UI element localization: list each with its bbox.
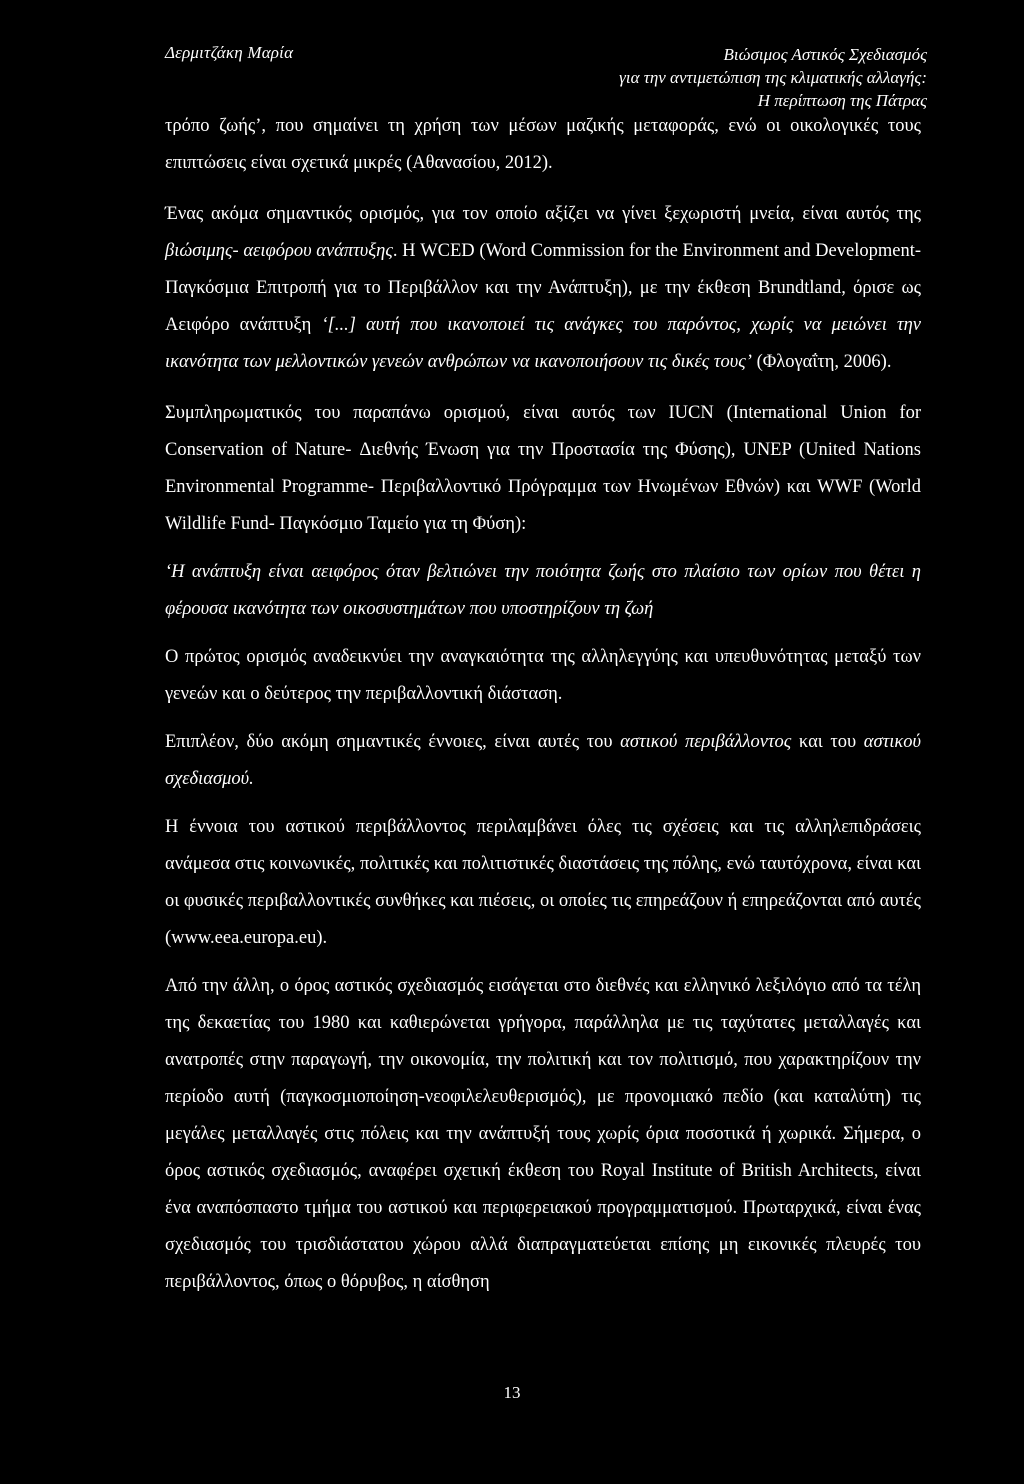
p6-term-urban-design: αστικού σχεδιασμού.	[165, 732, 921, 789]
header-author: Δερμιτζάκη Μαρία	[165, 43, 294, 62]
paragraph-iucn-unep-wwf: Συμπληρωματικός του παραπάνω ορισμού, είναι αυτός των IUCN (International Union for Conservation of Nature- Διεθνής Ένωση για την Προστασία της Φύσης), UNEP (United Nations Environmental Programme- Περιβαλλοντικό Πρόγραμμα των Ηνωμένων Εθνών) και WWF (World Wildlife Fund- Παγκόσμιο Ταμείο για τη Φύση):	[165, 403, 921, 534]
page-number: 13	[503, 1383, 521, 1402]
paragraph-lifestyle: τρόπο ζωής’, που σημαίνει τη χρήση των μέσων μαζικής μεταφοράς, ενώ οι οικολογικές τους επιπτώσεις είναι σχετικά μικρές (Αθανασίου, 2012).	[165, 116, 921, 173]
paragraph-first-definition: Ο πρώτος ορισμός αναδεικνύει την αναγκαιότητα της αλληλεγγύης και υπευθυνότητας μεταξύ των γενεών και ο δεύτερος την περιβαλλοντική διάσταση.	[165, 647, 921, 704]
header-title-line-2: για την αντιμετώπιση της κλιματικής αλλαγής:	[619, 68, 927, 87]
p6-text-c: και του	[791, 732, 864, 752]
body-text	[165, 108, 921, 1312]
p2-text-a: Ένας ακόμα σημαντικός ορισμός, για τον οποίο αξίζει να γίνει ξεχωριστή μνεία, είναι αυτός της	[165, 204, 921, 224]
p6-text-a: Επιπλέον, δύο ακόμη σημαντικές έννοιες, είναι αυτές του	[165, 732, 621, 752]
p2-citation: (Φλογαΐτη, 2006).	[751, 352, 892, 372]
header-title-line-3: Η περίπτωση της Πάτρας	[757, 91, 927, 110]
paragraph-urban-environment: Η έννοια του αστικού περιβάλλοντος περιλαμβάνει όλες τις σχέσεις και τις αλληλεπιδράσεις ανάμεσα στις κοινωνικές, πολιτικές και πολιτιστικές διαστάσεις της πόλης, ενώ ταυτόχρονα, είναι και οι φυσικές περιβαλλοντικές συνθήκες και πιέσεις, οι οποίες τις επηρεάζουν ή επηρεάζονται από αυτές (www.eea.europa.eu).	[165, 817, 922, 948]
header-title	[619, 43, 927, 112]
paragraph-urban-concepts	[165, 724, 921, 798]
p2-term: βιώσιμης- αειφόρου ανάπτυξης	[165, 241, 393, 261]
paragraph-urban-design: Από την άλλη, ο όρος αστικός σχεδιασμός εισάγεται στο διεθνές και ελληνικό λεξιλόγιο από τα τέλη της δεκαετίας του 1980 και καθιερώνεται γρήγορα, παράλληλα με τις ταχύτατες μεταλλαγές και ανατροπές στην παραγωγή, την οικονομία, την πολιτική και τον πολιτισμό, που χαρακτηρίζουν την περίοδο αυτή (παγκοσμιοποίηση-νεοφιλελευθερισμός), με προνομιακό πεδίο (και καταλύτη) τις μεγάλες μεταλλαγές στις πόλεις και την ανάπτυξή τους χωρίς όρια ποσοτικά ή χωρικά. Σήμερα, ο όρος αστικός σχεδιασμός, αναφέρει σχετική έκθεση του Royal Institute of British Architects, είναι ένα αναπόσπαστο τμήμα του αστικού και περιφερειακού προγραμματισμού. Πρωταρχικά, είναι ένας σχεδιασμός του τρισδιάστατου χώρου αλλά διαπραγματεύεται επίσης μη εικονικές πλευρές του περιβάλλοντος, όπως ο θόρυβος, η αίσθηση	[165, 976, 921, 1292]
paragraph-sustainable-development	[165, 196, 921, 381]
p2-quote: ‘[...] αυτή που ικανοποιεί τις ανάγκες του παρόντος, χωρίς να μειώνει την ικανότητα των μελλοντικών γενεών ανθρώπων να ικανοποιήσουν τις δικές τους’	[165, 315, 922, 372]
paragraph-definition-quote: ‘Η ανάπτυξη είναι αειφόρος όταν βελτιώνει την ποιότητα ζωής στο πλαίσιο των ορίων που θέτει η φέρουσα ικανότητα των οικοσυστημάτων που υποστηρίζουν τη ζωή	[165, 562, 921, 619]
p2-text-c: . Η WCED (Word Commission for the Environment and Development- Παγκόσμια Επιτροπή για το Περιβάλλον και την Ανάπτυξη), με την έκθεση Brundtland, όρισε ως Αειφόρο ανάπτυξη	[165, 241, 921, 335]
header-title-line-1: Βιώσιμος Αστικός Σχεδιασμός	[723, 45, 927, 64]
p6-term-urban-environment: αστικού περιβάλλοντος	[620, 732, 792, 752]
